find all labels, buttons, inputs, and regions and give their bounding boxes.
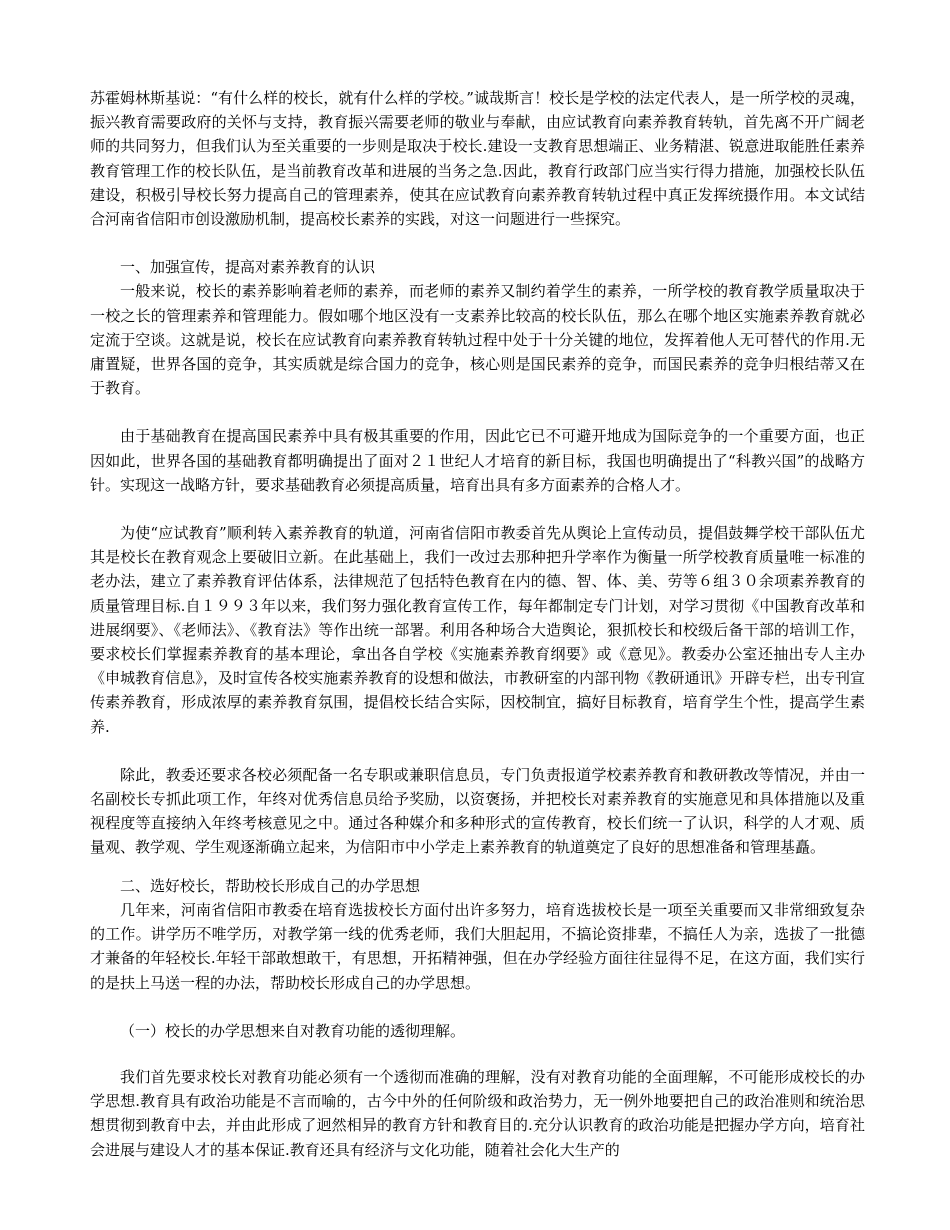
section-1-paragraph-1: 一般来说，校长的素养影响着老师的素养，而老师的素养又制约着学生的素养，一所学校的教育教学质量取决于一校之长的管理素养和管理能力。假如哪个地区没有一支素养比较高的校长队伍，那么在哪个地区实施素养教育就必定流于空谈。这就是说，校长在应试教育向素养教育转轨过程中处于十分关键的地位，发挥着他人无可替代的作用.无庸置疑，世界各国的竞争，其实质就是综合国力的竞争，核心则是国民素养的竞争，而国民素养的竞争归根结蒂又在于教育。 xyxy=(90,282,865,398)
document-page xyxy=(90,86,865,1162)
section-1-paragraph-4: 除此，教委还要求各校必须配备一名专职或兼职信息员，专门负责报道学校素养教育和教研教改等情况，并由一名副校长专抓此项工作，年终对优秀信息员给予奖励，以资褒扬，并把校长对素养教育的实施意见和具体措施以及重视程度等直接纳入年终考核意见之中。通过各种媒介和多种形式的宣传教育，校长们统一了认识，科学的人才观、质量观、教学观、学生观逐渐确立起来，为信阳市中小学走上素养教育的轨道奠定了良好的思想准备和管理基矗。 xyxy=(90,765,865,857)
section-1-paragraph-3: 为使“应试教育”顺利转入素养教育的轨道，河南省信阳市教委首先从舆论上宣传动员，提倡鼓舞学校干部队伍尤其是校长在教育观念上要破旧立新。在此基础上，我们一改过去那种把升学率作为衡量一所学校教育质量唯一标准的老办法，建立了素养教育评估体系，法律规范了包括特色教育在内的德、智、体、美、劳等６组３０余项素养教育的质量管理目标.自１９９３年以来，我们努力强化教育宣传工作，每年都制定专门计划，对学习贯彻《中国教育改革和进展纲要》、《老师法》、《教育法》等作出统一部署。利用各种场合大造舆论，狠抓校长和校级后备干部的培训工作，要求校长们掌握素养教育的基本理论，拿出各自学校《实施素养教育纲要》或《意见》。教委办公室还抽出专人主办《申城教育信息》，及时宣传各校实施素养教育的设想和做法，市教研室的内部刊物《教研通讯》开辟专栏，出专刊宣传素养教育，形成浓厚的素养教育氛围，提倡校长结合实际，因校制宜，搞好目标教育，培育学生个性，提高学生素养. xyxy=(90,524,865,736)
intro-paragraph: 苏霍姆林斯基说：“有什么样的校长，就有什么样的学校。”诚哉斯言！校长是学校的法定代表人，是一所学校的灵魂，振兴教育需要政府的关怀与支持，教育振兴需要老师的敬业与奉献，由应试教育向素养教育转轨，首先离不开广阔老师的共同努力，但我们认为至关重要的一步则是取决于校长.建设一支教育思想端正、业务精湛、锐意进取能胜任素养教育管理工作的校长队伍，是当前教育改革和进展的当务之急.因此，教育行政部门应当实行得力措施，加强校长队伍建设，积极引导校长努力提高自己的管理素养，使其在应试教育向素养教育转轨过程中真正发挥统摄作用。本文试结合河南省信阳市创设激励机制，提高校长素养的实践，对这一问题进行一些探究。 xyxy=(90,89,865,229)
subsection-1-paragraph-1: 我们首先要求校长对教育功能必须有一个透彻而准确的理解，没有对教育功能的全面理解，不可能形成校长的办学思想.教育具有政治功能是不言而喻的，古今中外的任何阶级和政治势力，无一例外地要把自己的政治准则和统治思想贯彻到教育中去，并由此形成了迥然相异的教育方针和教育目的.充分认识教育的政治功能是把握办学方向，培育社会进展与建设人才的基本保证.教育还具有经济与文化功能，随着社会化大生产的 xyxy=(90,1067,865,1159)
section-2-heading: 二、选好校长，帮助校长形成自己的办学思想 xyxy=(120,876,421,895)
section-1-heading: 一、加强宣传，提高对素养教育的认识 xyxy=(120,258,376,277)
subsection-1-heading: （一）校长的办学思想来自对教育功能的透彻理解。 xyxy=(120,1021,466,1040)
section-1-paragraph-2: 由于基础教育在提高国民素养中具有极其重要的作用，因此它已不可避开地成为国际竞争的一个重要方面，也正因如此，世界各国的基础教育都明确提出了面对２１世纪人才培育的新目标，我国也明确提出了“科教兴国”的战略方针。实现这一战略方针，要求基础教育必须提高质量，培育出具有多方面素养的合格人才。 xyxy=(90,427,865,494)
section-2-paragraph-1: 几年来，河南省信阳市教委在培育选拔校长方面付出许多努力，培育选拔校长是一项至关重要而又非常细致复杂的工作。讲学历不唯学历，对教学第一线的优秀老师，我们大胆起用，不搞论资排辈，不搞任人为亲，选拔了一批德才兼备的年轻校长.年轻干部敢想敢干，有思想，开拓精神强，但在办学经验方面往往显得不足，在这方面，我们实行的是扶上马送一程的办法，帮助校长形成自己的办学思想。 xyxy=(90,900,865,992)
